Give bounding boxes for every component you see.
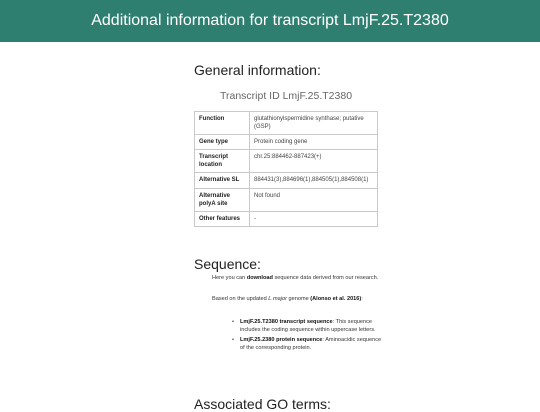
table-row <box>195 173 378 188</box>
row-value: chr.25:884462-887423(+) <box>250 150 378 173</box>
table-row <box>195 135 378 150</box>
list-item-text: : Aminoacidic sequence of the corresponding protein. <box>240 337 382 352</box>
list-item <box>232 336 382 352</box>
row-key: Gene type <box>195 135 250 150</box>
row-value: glutathionylspermidine synthase; putative (GSP) <box>250 112 378 135</box>
sequence-intro <box>212 274 382 282</box>
list-item-text: : This sequence includes the coding sequence within uppercase letters. <box>240 319 376 334</box>
table-row <box>195 150 378 173</box>
page-title: Additional information for transcript LmjF.25.T2380 <box>91 12 449 29</box>
sequence-heading: Sequence: <box>194 256 261 272</box>
go-terms-heading: Associated GO terms: <box>194 396 331 412</box>
download-link[interactable]: download <box>246 275 273 281</box>
page-header <box>0 0 540 42</box>
sequence-list <box>232 318 382 354</box>
intro-post: sequence data derived from our research. <box>272 275 379 281</box>
list-item <box>232 318 382 334</box>
row-key: Alternative polyA site <box>195 188 250 211</box>
general-info-heading: General information: <box>194 62 321 78</box>
row-value: 884431(3),884696(1),884505(1),884508(1) <box>250 173 378 188</box>
reference-link[interactable]: (Alonso et al. 2016) <box>310 296 362 302</box>
table-row <box>195 112 378 135</box>
transcript-sequence-link[interactable]: LmjF.25.T2380 transcript sequence <box>240 319 333 325</box>
info-table <box>194 111 378 227</box>
row-key: Alternative SL <box>195 173 250 188</box>
based-mid: genome <box>286 296 311 302</box>
protein-sequence-link[interactable]: LmjF.25.2380 protein sequence <box>240 337 323 344</box>
species-name: L.major <box>268 296 287 302</box>
transcript-id-label: Transcript ID LmjF.25.T2380 <box>219 90 353 102</box>
bullet-icon: • <box>232 337 234 344</box>
row-value: - <box>250 211 378 226</box>
row-key: Other features <box>195 211 250 226</box>
table-row <box>195 188 378 211</box>
based-pre: Based on the updated <box>212 296 269 302</box>
row-key: Transcript location <box>195 150 250 173</box>
row-value: Not found <box>250 188 378 211</box>
genome-note <box>212 295 382 303</box>
row-key: Function <box>195 112 250 135</box>
intro-pre: Here you can <box>212 275 247 281</box>
row-value: Protein coding gene <box>250 135 378 150</box>
table-row <box>195 211 378 226</box>
bullet-icon: • <box>232 319 234 325</box>
based-colon: : <box>361 296 363 302</box>
